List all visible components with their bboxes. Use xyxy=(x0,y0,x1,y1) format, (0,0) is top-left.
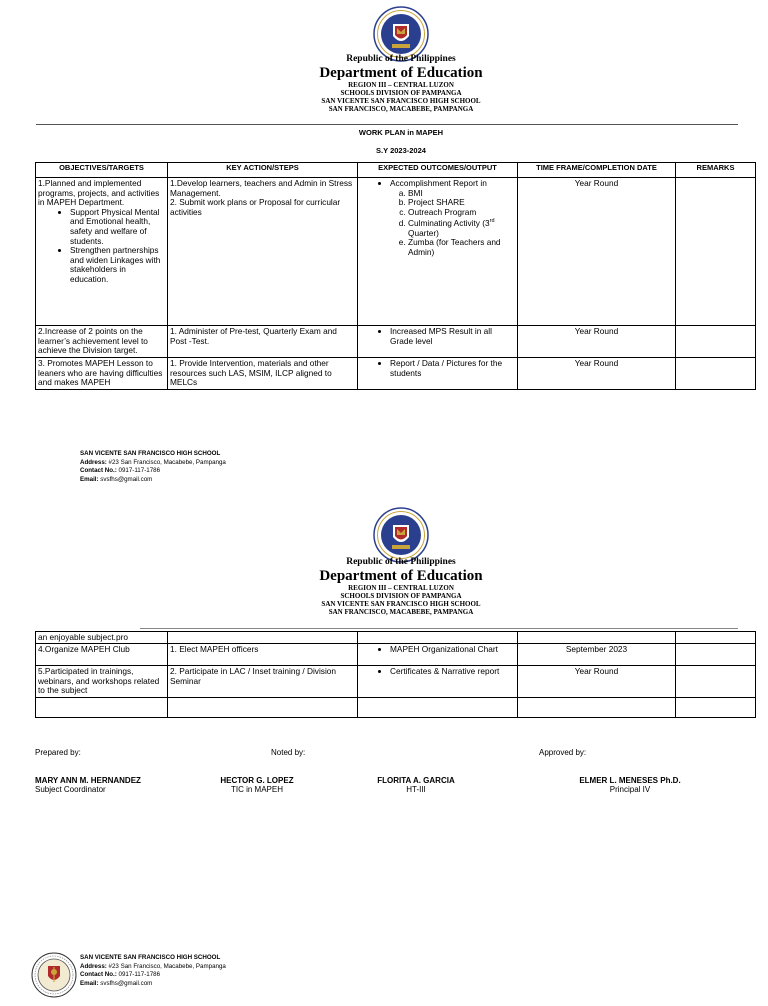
culminating-rest: Quarter) xyxy=(408,227,439,238)
steps-cell: 1. Provide Intervention, materials and other resources such LAS, MSIM, ILCP aligned to MELCs xyxy=(168,358,358,390)
table-row xyxy=(36,666,756,698)
list-item: • Report / Data / Pictures for the students xyxy=(390,359,515,378)
remarks-cell xyxy=(676,632,756,644)
timeframe-cell xyxy=(518,698,676,718)
table-row xyxy=(36,698,756,718)
list-item: a. BMI xyxy=(408,189,515,199)
objective-cell xyxy=(36,698,168,718)
list-item xyxy=(408,217,515,238)
header-divider xyxy=(36,124,738,125)
list-item: • Certificates & Narrative report xyxy=(390,667,515,677)
department-name: Department of Education xyxy=(319,65,483,81)
list-item: e. Zumba (for Teachers and Admin) xyxy=(408,238,515,257)
republic-line: Republic of the Philippines xyxy=(346,557,456,567)
document-title: WORK PLAN in MAPEH xyxy=(358,128,444,137)
outcome-cell xyxy=(358,666,518,698)
work-plan-table-continued xyxy=(35,631,756,718)
signatory-title: Principal IV xyxy=(609,785,651,794)
footer-email: svsfhs@gmail.com xyxy=(98,979,153,987)
footer-address: #23 San Francisco, Macabebe, Pampanga xyxy=(106,962,226,970)
footer-contact: 0917-117-1786 xyxy=(116,971,161,978)
steps-cell xyxy=(168,178,358,326)
division-line: SCHOOLS DIVISION OF PAMPANGA xyxy=(340,89,462,97)
signatory-name: FLORITA A. GARCIA xyxy=(377,776,455,785)
objective-cell: 2.Increase of 2 points on the learner’s achievement level to achieve the Division target. xyxy=(36,326,168,358)
remarks-cell xyxy=(676,178,756,326)
table-row xyxy=(36,632,756,644)
signatory-title: HT-III xyxy=(406,785,426,794)
footer-school: SAN VICENTE SAN FRANCISCO HIGH SCHOOL xyxy=(80,954,221,961)
list-item: c. Outreach Program xyxy=(408,208,515,218)
timeframe-cell: Year Round xyxy=(518,666,676,698)
timeframe-cell: Year Round xyxy=(518,326,676,358)
objective-text: 1.Planned and implemented programs, projects, and activities in MAPEH Department. xyxy=(38,178,160,208)
email-label: Email: xyxy=(80,475,99,483)
list-item: • Support Physical Mental and Emotional health, safety and welfare of students. xyxy=(70,208,165,246)
outcome-cell xyxy=(358,698,518,718)
address-label: Address: xyxy=(80,458,107,466)
timeframe-cell: September 2023 xyxy=(518,644,676,666)
header-divider xyxy=(140,628,738,629)
table-row xyxy=(36,358,756,390)
list-item: • MAPEH Organizational Chart xyxy=(390,645,515,655)
signatory-name: HECTOR G. LOPEZ xyxy=(220,776,294,785)
list-item: • Strengthen partnerships and widen Linkages with stakeholders in education. xyxy=(70,246,165,284)
steps-cell: 2. Participate in LAC / Inset training / Division Seminar xyxy=(168,666,358,698)
letterhead xyxy=(0,557,768,616)
header-outcomes: EXPECTED OUTCOMES/OUTPUT xyxy=(358,163,518,178)
school-seal-logo xyxy=(31,952,77,998)
outcome-cell xyxy=(358,632,518,644)
region-line: REGION III – CENTRAL LUZON xyxy=(348,584,454,592)
steps-cell: 1. Administer of Pre-test, Quarterly Exam and Post -Test. xyxy=(168,326,358,358)
superscript: rd xyxy=(489,218,495,225)
signatory-block xyxy=(560,776,700,794)
steps-cell xyxy=(168,632,358,644)
contact-label: Contact No.: xyxy=(80,467,117,474)
remarks-cell xyxy=(676,698,756,718)
culminating-text: Culminating Activity (3 xyxy=(408,218,490,229)
objective-cell: 3. Promotes MAPEH Lesson to leaners who are having difficulties and makes MAPEH xyxy=(36,358,168,390)
footer-contact: 0917-117-1786 xyxy=(116,467,161,474)
remarks-cell xyxy=(676,644,756,666)
step-text: 2. Submit work plans or Proposal for curricular activities xyxy=(170,197,341,217)
timeframe-cell: Year Round xyxy=(518,358,676,390)
objective-cell: an enjoyable subject.pro xyxy=(36,632,168,644)
republic-line: Republic of the Philippines xyxy=(346,54,456,64)
prepared-label: Prepared by: xyxy=(35,748,81,757)
department-name: Department of Education xyxy=(319,568,483,584)
outcome-cell xyxy=(358,178,518,326)
school-year: S.Y 2023-2024 xyxy=(376,146,426,155)
signatory-name: ELMER L. MENESES Ph.D. xyxy=(579,776,681,785)
location-line: SAN FRANCISCO, MACABEBE, PAMPANGA xyxy=(328,105,474,113)
work-plan-table xyxy=(35,162,756,390)
deped-seal-logo xyxy=(373,507,429,563)
outcome-cell xyxy=(358,326,518,358)
contact-label: Contact No.: xyxy=(80,971,117,978)
footer-address: #23 San Francisco, Macabebe, Pampanga xyxy=(106,458,226,466)
remarks-cell xyxy=(676,666,756,698)
page-footer xyxy=(80,954,226,988)
objective-cell xyxy=(36,178,168,326)
remarks-cell xyxy=(676,326,756,358)
letterhead xyxy=(0,54,768,113)
signatory-title: Subject Coordinator xyxy=(35,785,106,794)
step-text: 1.Develop learners, teachers and Admin in Stress Management. xyxy=(170,178,353,198)
school-line: SAN VICENTE SAN FRANCISCO HIGH SCHOOL xyxy=(321,97,481,105)
remarks-cell xyxy=(676,358,756,390)
region-line: REGION III – CENTRAL LUZON xyxy=(348,81,454,89)
address-label: Address: xyxy=(80,962,107,970)
list-item: • Accomplishment Report in xyxy=(390,179,515,189)
header-key-actions: KEY ACTION/STEPS xyxy=(168,163,358,178)
table-row xyxy=(36,644,756,666)
list-item: b. Project SHARE xyxy=(408,198,515,208)
signatory-block xyxy=(35,776,141,794)
signatory-block xyxy=(356,776,476,794)
header-remarks: REMARKS xyxy=(676,163,756,178)
approved-label: Approved by: xyxy=(539,748,587,757)
footer-email: svsfhs@gmail.com xyxy=(98,475,153,483)
outcome-cell xyxy=(358,644,518,666)
objective-cell: 5.Participated in trainings, webinars, and workshops related to the subject xyxy=(36,666,168,698)
school-line: SAN VICENTE SAN FRANCISCO HIGH SCHOOL xyxy=(321,600,481,608)
outcome-cell xyxy=(358,358,518,390)
list-item: • Increased MPS Result in all Grade level xyxy=(390,327,515,346)
header-timeframe: TIME FRAME/COMPLETION DATE xyxy=(518,163,676,178)
page-footer xyxy=(80,450,226,484)
steps-cell: 1. Elect MAPEH officers xyxy=(168,644,358,666)
header-objectives: OBJECTIVES/TARGETS xyxy=(36,163,168,178)
division-line: SCHOOLS DIVISION OF PAMPANGA xyxy=(340,592,462,600)
noted-label: Noted by: xyxy=(271,748,306,757)
objective-cell: 4.Organize MAPEH Club xyxy=(36,644,168,666)
footer-school: SAN VICENTE SAN FRANCISCO HIGH SCHOOL xyxy=(80,450,221,457)
signatory-block xyxy=(192,776,322,794)
timeframe-cell xyxy=(518,632,676,644)
signatory-name: MARY ANN M. HERNANDEZ xyxy=(35,776,141,785)
signatory-title: TIC in MAPEH xyxy=(230,785,283,794)
table-row xyxy=(36,326,756,358)
timeframe-cell: Year Round xyxy=(518,178,676,326)
location-line: SAN FRANCISCO, MACABEBE, PAMPANGA xyxy=(328,608,474,616)
email-label: Email: xyxy=(80,979,99,987)
table-row xyxy=(36,178,756,326)
steps-cell xyxy=(168,698,358,718)
